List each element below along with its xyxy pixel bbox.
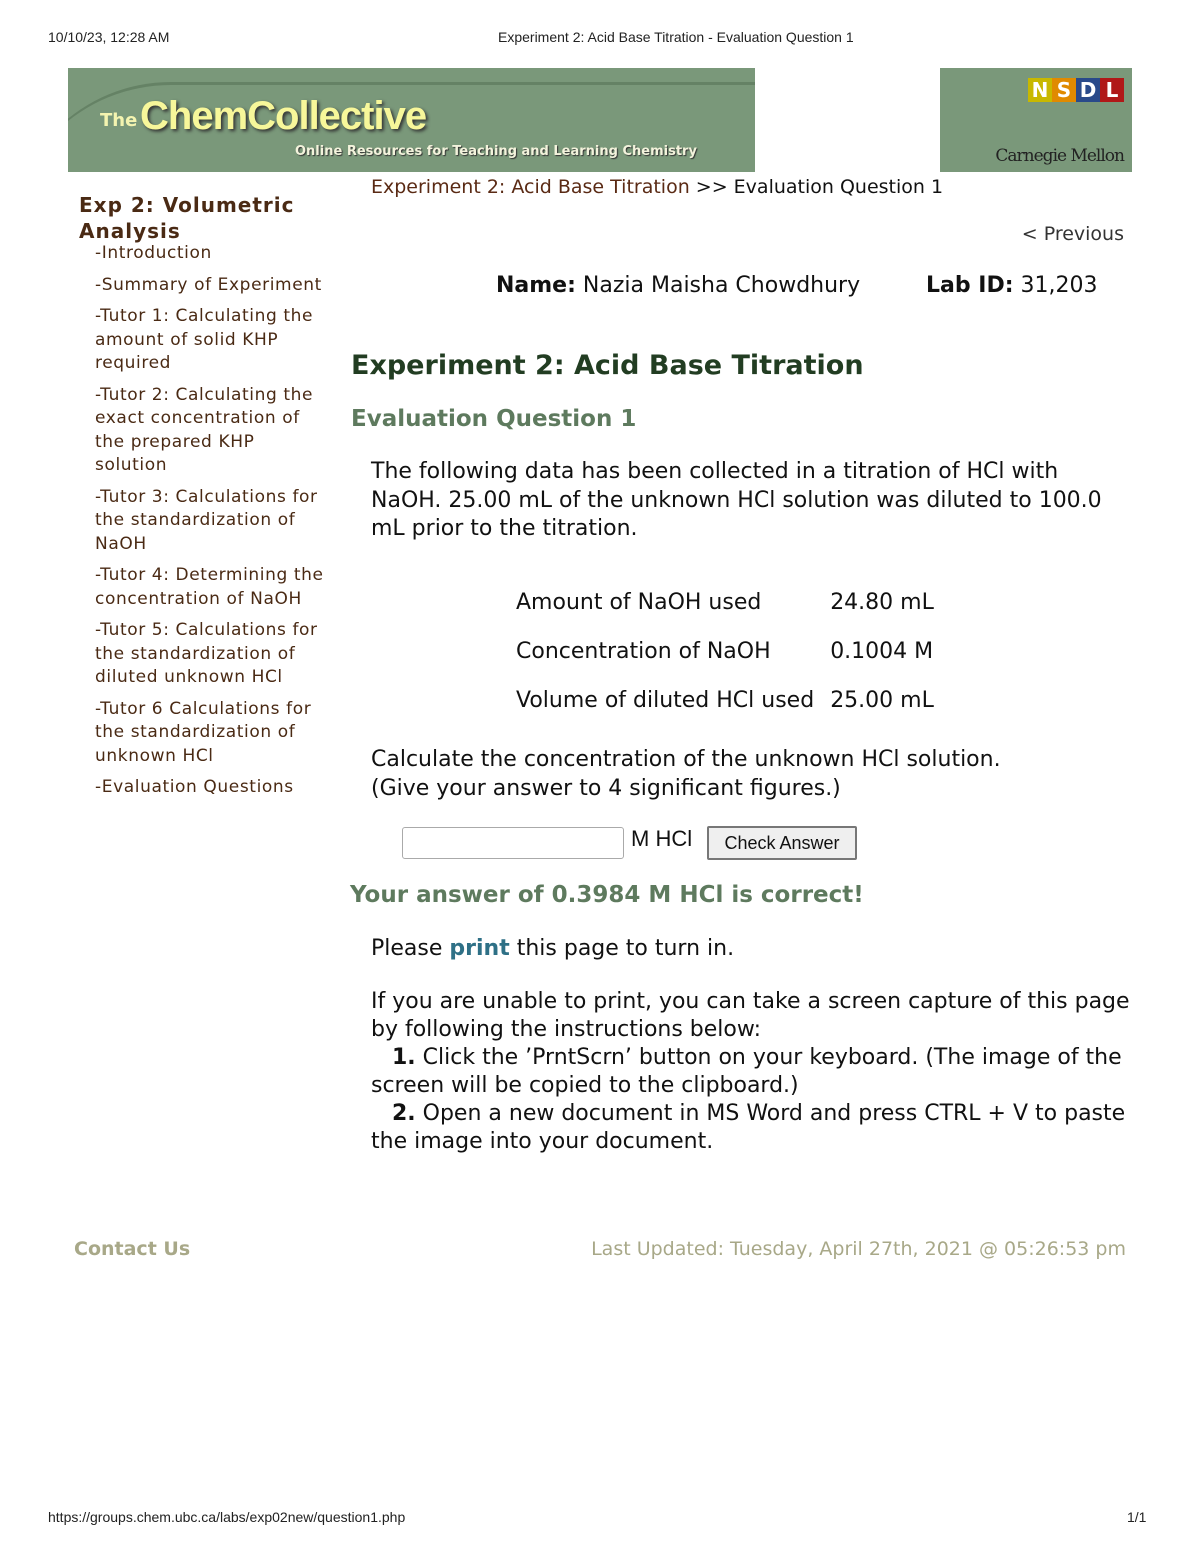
table-row: [508, 627, 942, 676]
lab-id: [926, 273, 1098, 298]
step-2-number: 2.: [391, 1101, 416, 1126]
table-row: [508, 578, 942, 627]
print-page-number: 1/1: [1127, 1509, 1147, 1525]
contact-us-link[interactable]: Contact Us: [74, 1238, 191, 1260]
print-pre: Please: [371, 936, 450, 961]
sidebar-nav: [95, 242, 325, 808]
sidebar-item-tutor-2[interactable]: -Tutor 2: Calculating the exact concentration of the prepared KHP solution: [95, 384, 314, 475]
name-label: Name:: [496, 273, 576, 298]
step-1: [371, 1044, 1131, 1100]
prompt-line: Calculate the concentration of the unknown HCl solution.: [371, 747, 1001, 772]
print-url: https://groups.chem.ubc.ca/labs/exp02new/question1.php: [48, 1509, 406, 1525]
nsdl-s: S: [1052, 78, 1076, 102]
nsdl-n: N: [1028, 78, 1052, 102]
print-instruction: [371, 936, 734, 961]
table-row: [508, 676, 942, 725]
check-answer-button[interactable]: Check Answer: [707, 826, 857, 860]
sidebar-item-tutor-5[interactable]: -Tutor 5: Calculations for the standardization of diluted unknown HCl: [95, 620, 318, 687]
sidebar-item-tutor-3[interactable]: -Tutor 3: Calculations for the standardization of NaOH: [95, 486, 318, 554]
sidebar-item-tutor-1[interactable]: -Tutor 1: Calculating the amount of solid KHP required: [95, 306, 314, 373]
breadcrumb-current: Evaluation Question 1: [733, 176, 944, 198]
print-link[interactable]: print: [449, 936, 510, 961]
instructions-intro: If you are unable to print, you can take a screen capture of this page by following the instructions below:: [371, 989, 1130, 1042]
chemcollective-banner[interactable]: [68, 68, 755, 172]
row-label: Concentration of NaOH: [516, 639, 771, 664]
question-text: The following data has been collected in a titration of HCl with NaOH. 25.00 mL of the unknown HCl solution was diluted to 100.0 mL prior to the titration.: [371, 459, 1102, 541]
partner-logos[interactable]: [940, 68, 1132, 172]
step-2-text: Open a new document in MS Word and press CTRL + V to paste the image into your document.: [371, 1101, 1126, 1154]
nsdl-d: D: [1076, 78, 1100, 102]
row-value: 25.00 mL: [830, 688, 934, 713]
step-1-number: 1.: [391, 1045, 416, 1070]
student-name: [496, 273, 860, 298]
row-label: Volume of diluted HCl used: [516, 688, 815, 713]
nsdl-l: L: [1100, 78, 1124, 102]
print-post: this page to turn in.: [509, 936, 735, 961]
sidebar-title: Exp 2: Volumetric Analysis: [79, 193, 295, 243]
page-title: Experiment 2: Acid Base Titration: [351, 350, 864, 381]
print-title: Experiment 2: Acid Base Titration - Evaluation Question 1: [498, 29, 854, 45]
sidebar-item-tutor-6[interactable]: -Tutor 6 Calculations for the standardization of unknown HCl: [95, 698, 312, 766]
last-updated: Last Updated: Tuesday, April 27th, 2021 @ 05:26:53 pm: [591, 1238, 1126, 1260]
lab-id-label: Lab ID:: [926, 273, 1014, 298]
logo-the: The: [100, 110, 138, 131]
screen-capture-instructions: [371, 988, 1131, 1156]
breadcrumb-parent[interactable]: Experiment 2: Acid Base Titration: [371, 176, 690, 198]
breadcrumb-separator: >>: [689, 176, 734, 198]
answer-input[interactable]: [402, 827, 624, 859]
breadcrumb: [371, 176, 943, 198]
row-value: 0.1004 M: [830, 639, 934, 664]
sidebar-item-tutor-4[interactable]: -Tutor 4: Determining the concentration of NaOH: [95, 565, 324, 609]
nsdl-logo: [1028, 78, 1124, 102]
step-1-text: Click the ’PrntScrn’ button on your keyboard. (The image of the screen will be copied to the clipboard.): [371, 1045, 1122, 1098]
print-datetime: 10/10/23, 12:28 AM: [48, 29, 170, 45]
sidebar-item-introduction[interactable]: -Introduction: [95, 243, 212, 263]
sidebar-item-evaluation[interactable]: -Evaluation Questions: [95, 777, 294, 797]
row-label: Amount of NaOH used: [516, 590, 762, 615]
page-subtitle: Evaluation Question 1: [351, 406, 637, 432]
calculation-prompt: [371, 746, 1001, 803]
name-value: Nazia Maisha Chowdhury: [582, 273, 861, 298]
logo-tagline: Online Resources for Teaching and Learning Chemistry: [295, 144, 697, 159]
sidebar-item-summary[interactable]: -Summary of Experiment: [95, 274, 322, 295]
result-message: Your answer of 0.3984 M HCl is correct!: [350, 882, 864, 908]
cmu-logo: Carnegie Mellon: [995, 146, 1124, 166]
lab-id-value: 31,203: [1020, 273, 1098, 298]
prompt-sigfigs: (Give your answer to 4 significant figures.): [371, 775, 841, 801]
row-value: 24.80 mL: [830, 590, 934, 615]
logo-brand: ChemCollective: [140, 94, 427, 138]
data-table: [508, 578, 942, 725]
step-2: [371, 1100, 1131, 1156]
answer-unit: M HCl: [631, 826, 693, 851]
previous-link[interactable]: < Previous: [1021, 223, 1124, 245]
